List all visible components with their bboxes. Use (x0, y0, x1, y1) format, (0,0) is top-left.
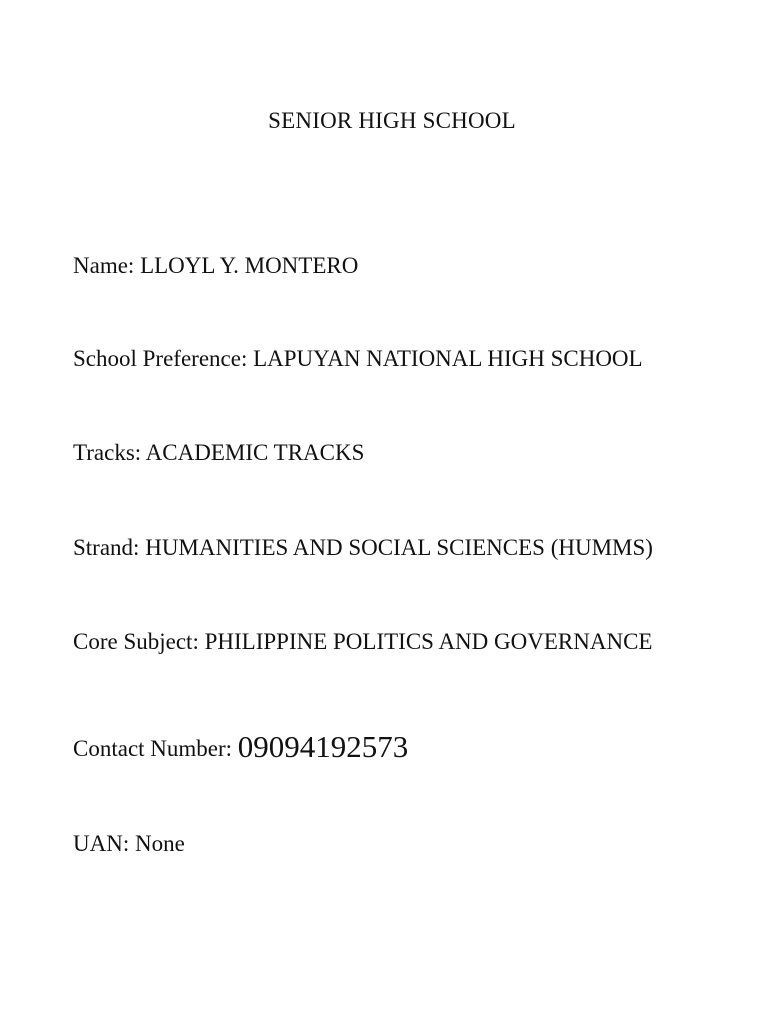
uan-field (73, 832, 185, 855)
contact-number-value: 09094192573 (237, 729, 409, 764)
tracks-label: Tracks: (73, 440, 142, 465)
school-preference-value: LAPUYAN NATIONAL HIGH SCHOOL (253, 346, 643, 371)
core-subject-label: Core Subject: (73, 629, 199, 654)
strand-value: HUMANITIES AND SOCIAL SCIENCES (HUMMS) (145, 535, 653, 560)
strand-label: Strand: (73, 535, 140, 560)
name-label: Name: (73, 253, 135, 278)
tracks-field (73, 441, 364, 464)
core-subject-value: PHILIPPINE POLITICS AND GOVERNANCE (204, 629, 653, 654)
tracks-value: ACADEMIC TRACKS (145, 440, 365, 465)
core-subject-field (73, 630, 652, 653)
document-title: SENIOR HIGH SCHOOL (268, 108, 516, 133)
school-preference-field (73, 347, 643, 370)
uan-label: UAN: (73, 831, 130, 856)
contact-number-label: Contact Number: (73, 736, 233, 761)
uan-value: None (134, 831, 185, 856)
school-preference-label: School Preference: (73, 346, 248, 371)
name-field (73, 254, 358, 277)
name-value: LLOYL Y. MONTERO (140, 253, 359, 278)
contact-number-field (73, 729, 409, 764)
strand-field (73, 536, 653, 559)
